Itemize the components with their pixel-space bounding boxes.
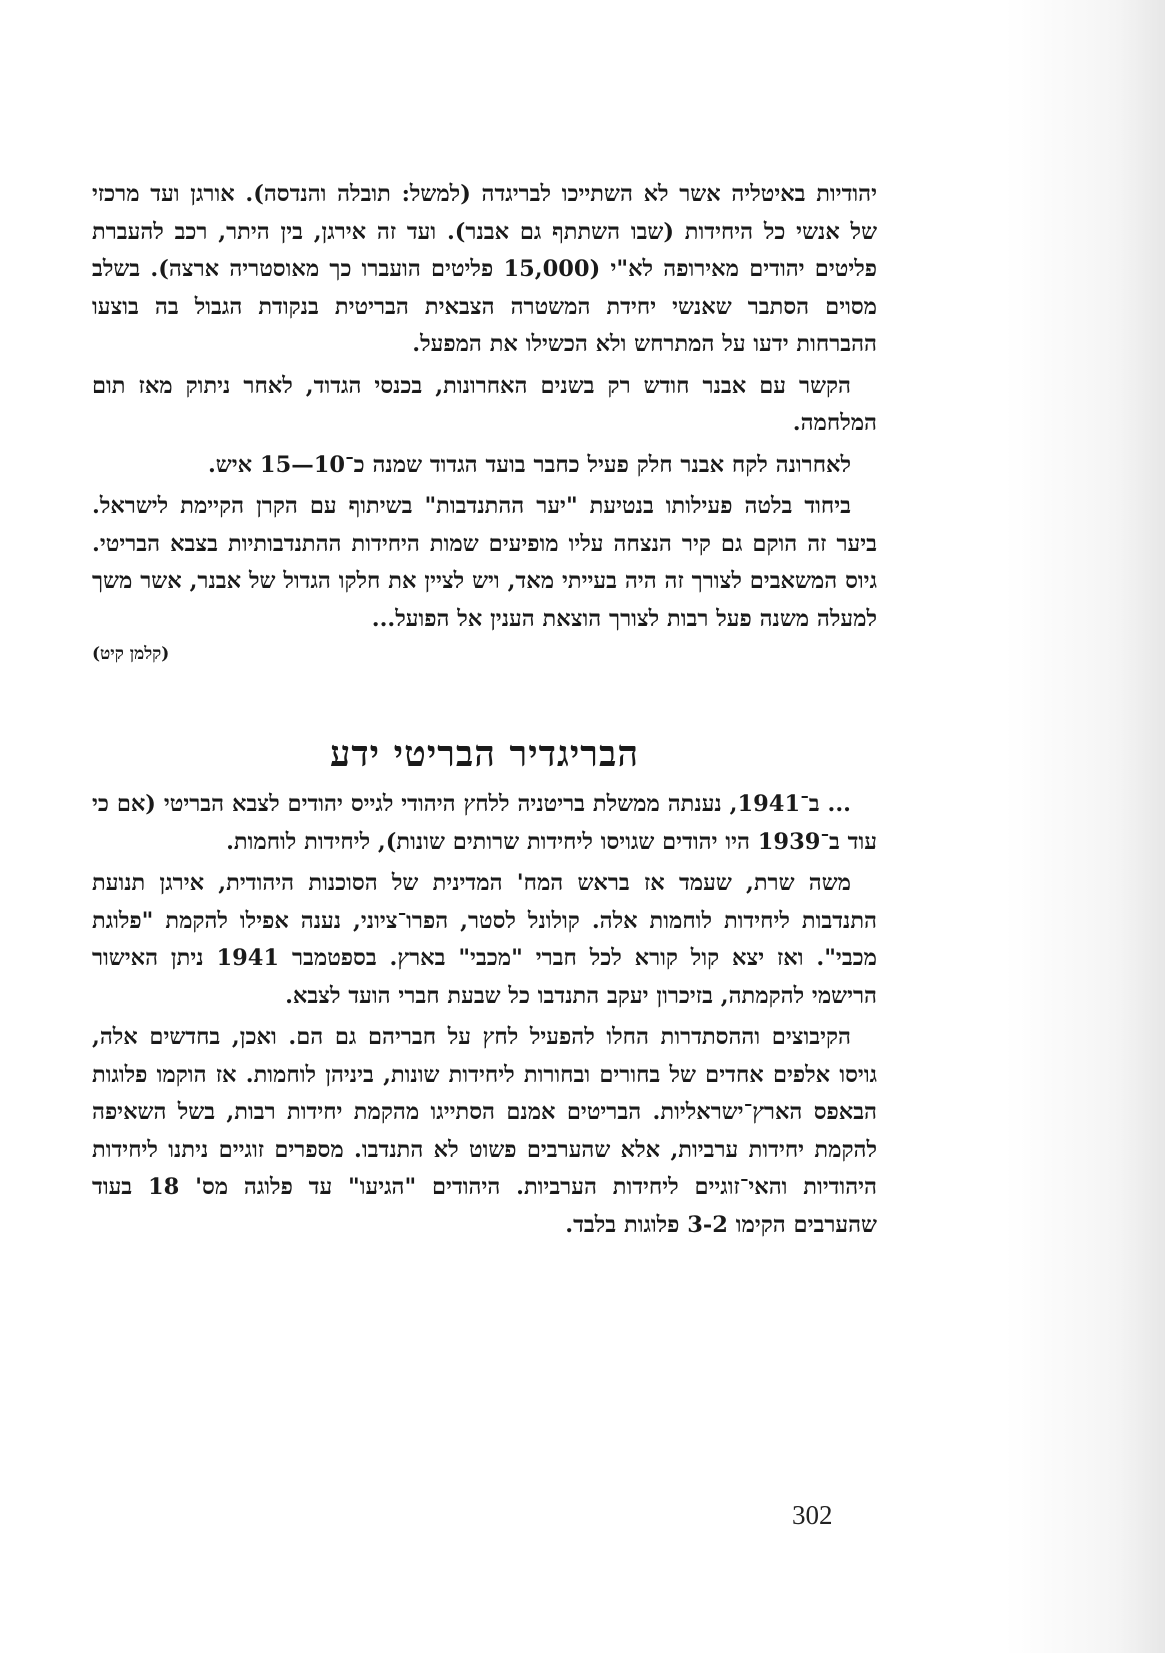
paragraph: משה שרת, שעמד אז בראש המח' המדינית של הסוכנות היהודית, אירגן תנועת התנדבות ליחידות לוחמות אלה. קולונל לסטר, הפרו־ציוני, נענה אפילו להקמת "פלוגת מכבי". ואז יצא קול קורא לכל חברי "מכבי" בארץ. בספטמבר 1941 ניתן האישור הרישמי להקמתה, בזיכרון יעקב התנדבו כל שבעת חברי הועד לצבא. xyxy=(92,870,878,1009)
paragraph: ... ב־1941, נענתה ממשלת בריטניה ללחץ היהודי לגייס יהודים לצבא הבריטי (אם כי עוד ב־1939 היו יהודים שגויסו ליחידות שרותים שונות), ליחידות לוחמות. xyxy=(92,791,877,855)
page-number: 302 xyxy=(792,1500,833,1530)
section-heading: הבריגדיר הבריטי ידע xyxy=(329,733,640,775)
paragraph-continuation: יהודיות באיטליה אשר לא השתייכו לבריגדה (למשל: תובלה והנדסה). אורגן ועד מרכזי של אנשי כל היחידות (שבו השתתף גם אבנר). ועד זה אירגן, בין היתר, רכב להעברת פליטים יהודים מאירופה לא"י (15,000 פליטים הועברו כך מאוסטריה ארצה). בשלב מסוים הסתבר שאנשי יחידת המשטרה הצבאית הבריטית בנקודת הגבול בה בוצעו ההברחות ידעו על המתרחש ולא הכשילו את המפעל. xyxy=(92,181,877,357)
page-text-column xyxy=(92,176,877,1248)
paragraph: הקשר עם אבנר חודש רק בשנים האחרונות, בכנסי הגדוד, לאחר ניתוק מאז תום המלחמה. xyxy=(92,372,877,436)
paragraph: ביחוד בלטה פעילותו בנטיעת "יער ההתנדבות" בשיתוף עם הקרן הקיימת לישראל. ביער זה הוקם גם קיר הנצחה עליו מופיעים שמות היחידות ההתנדבותיות בצבא הבריטי. גיוס המשאבים לצורך זה היה בעייתי מאד, ויש לציין את חלקו הגדול של אבנר, אשר משך למעלה משנה פעל רבות לצורך הוצאת הענין אל הפועל... xyxy=(92,493,877,632)
page-edge-shadow xyxy=(1005,0,1165,1653)
author-attribution: (קלמן קיט) xyxy=(92,644,170,664)
paragraph: הקיבוצים וההסתדרות החלו להפעיל לחץ על חבריהם גם הם. ואכן, בחדשים אלה, גויסו אלפים אחדים של בחורים ובחורות ליחידות שונות, ביניהן לוחמות. אז הוקמו פלוגות הבאפס הארץ־ישראליות. הבריטים אמנם הסתייגו מהקמת יחידות רבות, בשל השאיפה להקמת יחידות ערביות, אלא שהערבים פשוט לא התנדבו. מספרים זוגיים ניתנו ליחידות היהודיות והאי־זוגיים ליחידות הערביות. היהודים "הגיעו" עד פלוגה מס' 18 בעוד שהערבים הקימו 3-2 פלוגות בלבד. xyxy=(92,1024,877,1238)
paragraph: לאחרונה לקח אבנר חלק פעיל כחבר בועד הגדוד שמנה כ־10—15 איש. xyxy=(207,451,851,478)
